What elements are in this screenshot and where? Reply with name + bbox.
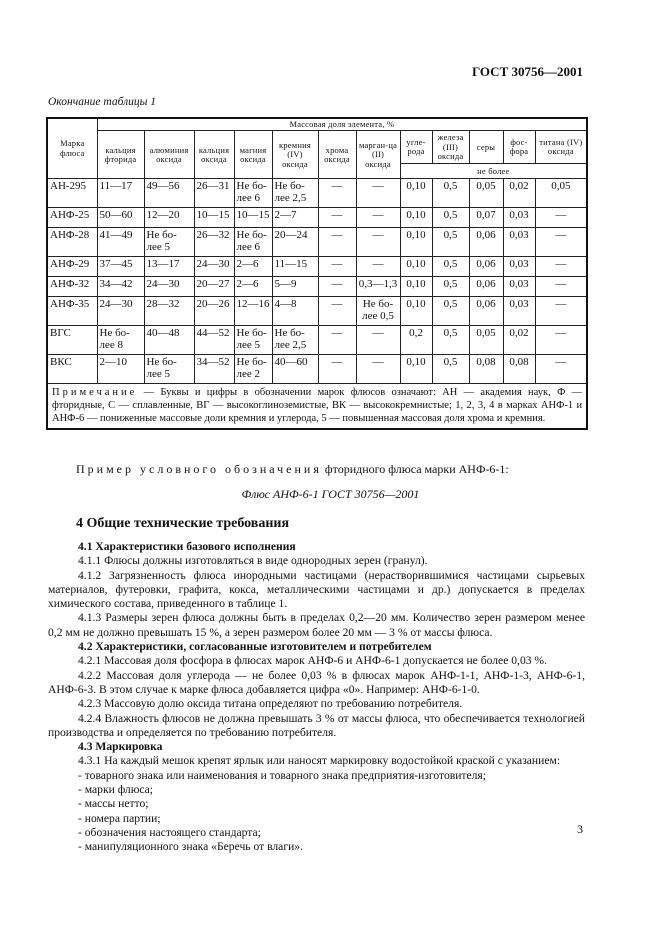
value-cell: 40—48 (144, 326, 194, 355)
subsection-heading: 4.2 Характеристики, согласованные изготовителем и потребителем (78, 640, 432, 654)
value-cell: 10—15 (194, 208, 234, 228)
value-cell: 0,06 (469, 297, 503, 326)
list-item: - манипуляционного знака «Беречь от влаги». (78, 840, 303, 854)
brand-cell: АН-295 (47, 179, 97, 208)
section-title: 4 Общие технические требования (76, 516, 290, 531)
value-cell: — (535, 277, 587, 297)
value-cell: — (318, 277, 356, 297)
value-cell: 11—17 (97, 179, 144, 208)
value-cell: — (535, 355, 587, 384)
value-cell: 0,5 (432, 228, 469, 257)
value-cell: 24—30 (194, 257, 234, 277)
col-header: титана (IV) оксида (535, 131, 587, 164)
value-cell: 0,5 (432, 355, 469, 384)
table-row (47, 257, 587, 277)
note-label: Примечание (52, 387, 138, 399)
table-note (47, 384, 587, 429)
value-cell: — (318, 208, 356, 228)
value-cell: Не бо-лее 2 (234, 355, 272, 384)
value-cell: — (318, 297, 356, 326)
value-cell: — (318, 355, 356, 384)
value-cell: 0,03 (503, 257, 535, 277)
value-cell: 28—32 (144, 297, 194, 326)
value-cell: 0,10 (400, 208, 432, 228)
value-cell: 0,05 (535, 179, 587, 208)
value-cell: — (356, 355, 400, 384)
value-cell: — (356, 326, 400, 355)
value-cell: Не бо-лее 5 (144, 228, 194, 257)
value-cell: 41—49 (97, 228, 144, 257)
value-cell: 37—45 (97, 257, 144, 277)
value-cell: 0,06 (469, 257, 503, 277)
value-cell: 2—6 (234, 257, 272, 277)
value-cell: — (318, 257, 356, 277)
value-cell: 0,07 (469, 208, 503, 228)
value-cell: 12—20 (144, 208, 194, 228)
value-cell: 0,2 (400, 326, 432, 355)
paragraph: 4.3.1 На каждый мешок крепят ярлык или наносят маркировку водостойкой краской с указанием: (78, 754, 561, 768)
list-item: - массы нетто; (78, 797, 149, 811)
col-header: хрома оксида (318, 131, 356, 179)
value-cell: 2—6 (234, 277, 272, 297)
value-cell: — (318, 228, 356, 257)
brand-cell: ВГС (47, 326, 97, 355)
value-cell: 20—26 (194, 297, 234, 326)
list-item: - обозначения настоящего стандарта; (78, 825, 261, 839)
value-cell: Не бо-лее 6 (234, 228, 272, 257)
table-row (47, 355, 587, 384)
value-cell: 34—42 (97, 277, 144, 297)
paragraph: 4.1.3 Размеры зерен флюса должны быть в пределах 0,2—20 мм. Количество зерен размером менее 0,2 мм не должно превышать 15 %, а зерен размером более 20 мм — 3 % от массы флюса. (48, 611, 585, 639)
value-cell: Не бо-лее 5 (144, 355, 194, 384)
value-cell: 0,08 (469, 355, 503, 384)
paragraph: 4.2.4 Влажность флюсов не должна превышать 3 % от массы флюса, что обеспечивается технологией производства и определяется по требованию потребителя. (48, 711, 585, 739)
brand-cell: АНФ-28 (47, 228, 97, 257)
document-id: ГОСТ 30756—2001 (471, 64, 583, 79)
value-cell: 34—52 (194, 355, 234, 384)
value-cell: — (535, 208, 587, 228)
value-cell: 12—16 (234, 297, 272, 326)
value-cell: 0,5 (432, 257, 469, 277)
value-cell: 0,03 (503, 277, 535, 297)
value-cell: 0,5 (432, 277, 469, 297)
value-cell: 40—60 (272, 355, 318, 384)
value-cell: 0,10 (400, 277, 432, 297)
value-cell: 5—9 (272, 277, 318, 297)
value-cell: 0,10 (400, 179, 432, 208)
brand-cell: АНФ-32 (47, 277, 97, 297)
value-cell: Не бо-лее 5 (234, 326, 272, 355)
value-cell: 20—27 (194, 277, 234, 297)
paragraph: 4.1.1 Флюсы должны изготовляться в виде однородных зерен (гранул). (78, 554, 428, 568)
value-cell: 0,10 (400, 257, 432, 277)
value-cell: 0,3—1,3 (356, 277, 400, 297)
value-cell: 0,10 (400, 297, 432, 326)
list-item: - марки флюса; (78, 783, 154, 797)
col-header-brand: Марка флюса (47, 118, 97, 179)
value-cell: 2—10 (97, 355, 144, 384)
value-cell: 0,5 (432, 179, 469, 208)
brand-cell: АНФ-25 (47, 208, 97, 228)
paragraph: 4.2.3 Массовую долю оксида титана определяют по требованию потребителя. (78, 697, 463, 711)
list-item: - номера партии; (78, 811, 161, 825)
value-cell: 4—8 (272, 297, 318, 326)
col-header: кремния (IV) оксида (272, 131, 318, 179)
brand-cell: АНФ-35 (47, 297, 97, 326)
table-row (47, 179, 587, 208)
col-header: фос-фора (503, 131, 535, 164)
table-row (47, 297, 587, 326)
value-cell: Не бо-лее 2,5 (272, 326, 318, 355)
table-row (47, 326, 587, 355)
value-cell: 10—15 (234, 208, 272, 228)
page-number: 3 (577, 822, 583, 836)
value-cell: 26—31 (194, 179, 234, 208)
section-body (48, 540, 585, 855)
value-cell: 50—60 (97, 208, 144, 228)
value-cell: 44—52 (194, 326, 234, 355)
value-cell: 11—15 (272, 257, 318, 277)
value-cell: — (318, 326, 356, 355)
value-cell: Не бо-лее 8 (97, 326, 144, 355)
value-cell: 0,06 (469, 228, 503, 257)
paragraph: 4.2.1 Массовая доля фосфора в флюсах марок АНФ-6 и АНФ-6-1 допускается не более 0,03 %. (78, 654, 547, 668)
list-item: - товарного знака или наименования и товарного знака предприятия-изготовителя; (78, 768, 486, 782)
example-label: Пример условного обозначения (76, 462, 322, 476)
col-header: угле-рода (400, 131, 432, 164)
value-cell: — (356, 179, 400, 208)
value-cell: 20—24 (272, 228, 318, 257)
value-cell: 0,5 (432, 326, 469, 355)
value-cell: 0,05 (469, 179, 503, 208)
value-cell: 0,10 (400, 355, 432, 384)
value-cell: 0,02 (503, 326, 535, 355)
subsection-heading: 4.3 Маркировка (78, 740, 163, 754)
table-row (47, 208, 587, 228)
brand-cell: АНФ-29 (47, 257, 97, 277)
note-text: — Буквы и цифры в обозначении марок флюсов означают: АН — академия наук, Ф — фторидные, С — сплавленные, ВГ — высокоглиноземистые, ВК — высококремнистые; 1, 2, 3, 4 в марках АНФ-1 и АНФ-6 — пониженные массовые доли кремния и углерода, 5 — повышенная массовая доля хрома и кремния. (52, 387, 583, 424)
col-header: алюминия оксида (144, 131, 194, 179)
value-cell: 49—56 (144, 179, 194, 208)
value-cell: Не бо-лее 6 (234, 179, 272, 208)
value-cell: 24—30 (97, 297, 144, 326)
brand-cell: ВКС (47, 355, 97, 384)
value-cell: Не бо-лее 2,5 (272, 179, 318, 208)
col-header: кальция фторида (97, 131, 144, 179)
value-cell: — (535, 326, 587, 355)
value-cell: — (535, 257, 587, 277)
col-header: кальция оксида (194, 131, 234, 179)
value-cell: 13—17 (144, 257, 194, 277)
subsection-heading: 4.1 Характеристики базового исполнения (78, 540, 296, 553)
value-cell: — (318, 179, 356, 208)
value-cell: — (535, 228, 587, 257)
value-cell: Не бо-лее 0,5 (356, 297, 400, 326)
value-cell: — (535, 297, 587, 326)
value-cell: 0,03 (503, 208, 535, 228)
value-cell: — (356, 228, 400, 257)
composition-table (46, 117, 588, 430)
no-more-header: не более (400, 164, 587, 179)
value-cell: 0,10 (400, 228, 432, 257)
paragraph: 4.1.2 Загрязненность флюса инородными частицами (нерастворившимися частицами сырьевых материалов, футеровки, графита, кокса, металлическими частицами и др.) допускается в пределах химического состава, приведенного в таблице 1. (48, 568, 585, 611)
value-cell: — (356, 208, 400, 228)
value-cell: 0,06 (469, 277, 503, 297)
col-header: серы (469, 131, 503, 164)
col-header: марган-ца (II) оксида (356, 131, 400, 179)
value-cell: 0,03 (503, 228, 535, 257)
group-header: Массовая доля элемента, % (97, 118, 587, 131)
value-cell: 24—30 (144, 277, 194, 297)
value-cell: 0,08 (503, 355, 535, 384)
paragraph: 4.2.2 Массовая доля углерода — не более 0,03 % в флюсах марок АНФ-1-1, АНФ-1-3, АНФ-6-1, АНФ-6-3. В этом случае к марке флюса добавляется цифра «0». Например: АНФ-6-1-0. (48, 668, 585, 696)
value-cell: — (356, 257, 400, 277)
value-cell: 0,03 (503, 297, 535, 326)
value-cell: 0,02 (503, 179, 535, 208)
value-cell: 0,5 (432, 297, 469, 326)
value-cell: 0,05 (469, 326, 503, 355)
designation-example: Флюс АНФ-6-1 ГОСТ 30756—2001 (241, 487, 420, 501)
table-row (47, 228, 587, 257)
example-line (76, 462, 509, 477)
table-row (47, 277, 587, 297)
value-cell: 26—32 (194, 228, 234, 257)
col-header: магния оксида (234, 131, 272, 179)
table-caption: Окончание таблицы 1 (48, 96, 156, 108)
value-cell: 2—7 (272, 208, 318, 228)
value-cell: 0,5 (432, 208, 469, 228)
col-header: железа (III) оксида (432, 131, 469, 164)
example-text: фторидного флюса марки АНФ-6-1: (321, 462, 509, 476)
